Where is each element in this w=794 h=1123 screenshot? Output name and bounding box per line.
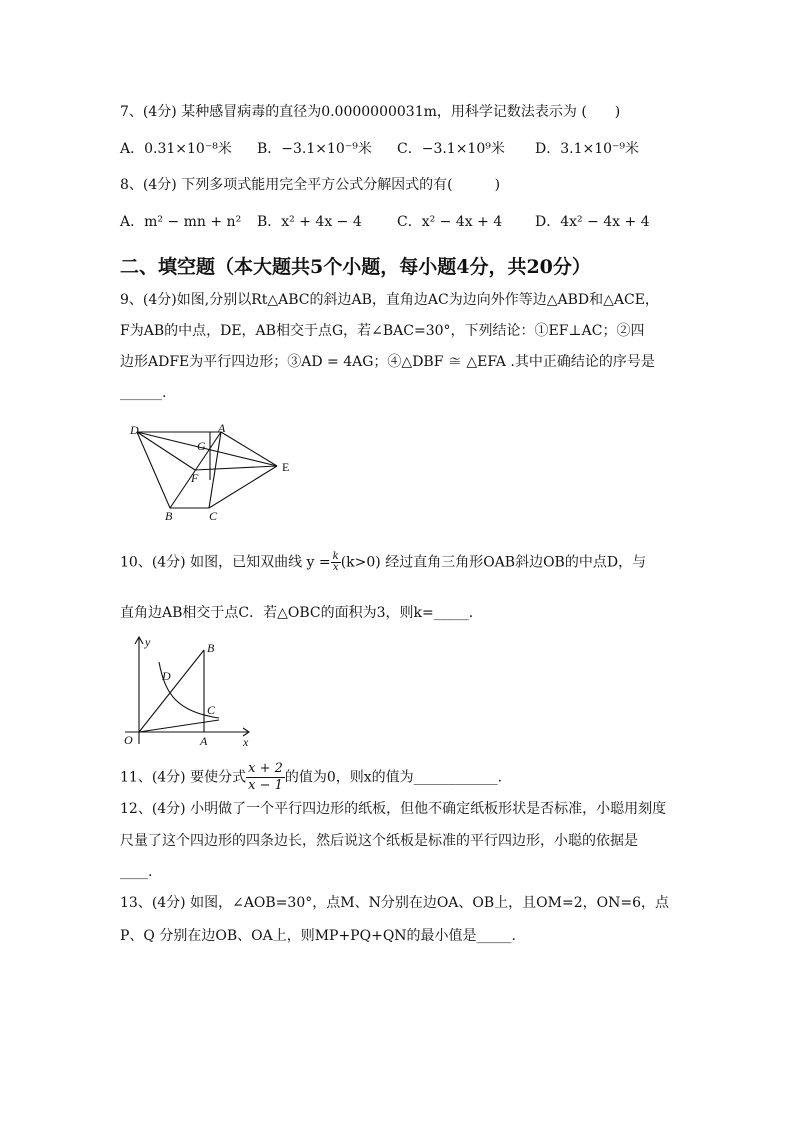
- q8-option-c: C．x² − 4x + 4: [397, 214, 503, 230]
- label-e: E: [282, 460, 290, 474]
- q8-option-a: A．m² − mn + n²: [120, 214, 242, 230]
- figure-hyperbola: [115, 632, 260, 752]
- edge-ae: [221, 432, 277, 466]
- q11-pre: 11、(4分) 要使分式: [120, 769, 247, 786]
- axis-label-y: y: [145, 635, 151, 649]
- edge-ce: [209, 466, 277, 508]
- label-c: C: [207, 703, 216, 717]
- label-d: D: [162, 669, 171, 683]
- q7-option-c: C．−3.1×10⁹米: [397, 141, 505, 157]
- q7-option-b: B．−3.1×10⁻⁹米: [257, 141, 372, 157]
- axis-label-x: x: [243, 735, 249, 749]
- q7-option-d: D．3.1×10⁻⁹米: [535, 141, 640, 157]
- q13-line-1: 13、(4分) 如图，∠AOB=30°，点M、N分别在边OA、OB上，且OM=2，ON=6，点: [120, 895, 669, 911]
- label-a: A: [200, 734, 208, 748]
- q8-stem: 8、(4分) 下列多项式能用完全平方公式分解因式的有( ): [120, 177, 501, 193]
- q8-option-d: D．4x² − 4x + 4: [535, 214, 650, 230]
- section-heading: 二、填空题（本大题共5个小题，每小题4分，共20分）: [120, 256, 591, 278]
- label-d: D: [130, 423, 139, 437]
- q10-line-2: 直角边AB相交于点C．若△OBC的面积为3，则k=_____.: [120, 605, 474, 621]
- q10-pre: 10、(4分) 如图，已知双曲线 y =: [120, 554, 331, 571]
- edge-fe: [195, 466, 277, 470]
- label-b: B: [165, 509, 173, 523]
- label-f: F: [191, 471, 199, 485]
- q11-frac-num: x + 2: [248, 761, 283, 776]
- segment-ob: [139, 650, 204, 732]
- q10-frac-den: x: [332, 562, 339, 573]
- q10-post: (k>0) 经过直角三角形OAB斜边OB的中点D，与: [340, 554, 647, 571]
- edge-de: [137, 432, 277, 466]
- q10-line-1: [120, 552, 646, 573]
- figure-equilateral-triangles: [125, 420, 300, 525]
- q11-line: [120, 761, 502, 794]
- q9-line-2: F为AB的中点，DE，AB相交于点G，若∠BAC=30°，下列结论：①EF⊥AC；②四: [120, 323, 645, 339]
- label-b: B: [207, 641, 215, 655]
- segment-oc: [139, 720, 219, 732]
- label-a: A: [218, 421, 226, 435]
- edge-ac: [209, 432, 221, 508]
- q12-line-2: 尺量了这个四边形的四条边长，然后说这个纸板是标准的平行四边形，小聪的依据是: [120, 833, 638, 849]
- q7-option-a: A．0.31×10⁻⁸米: [120, 141, 232, 157]
- q7-stem: 7、(4分) 某种感冒病毒的直径为0.0000000031m，用科学记数法表示为 ( ): [120, 104, 621, 120]
- q9-line-3: 边形ADFE为平行四边形；③AD = 4AG；④△DBF ≅ △EFA .其中正确结论的序号是: [120, 354, 655, 370]
- label-o: O: [124, 733, 133, 747]
- label-g: G: [197, 439, 206, 453]
- q10-frac-num: k: [332, 551, 339, 562]
- q11-post: 的值为0，则x的值为____________.: [284, 769, 503, 786]
- q13-line-2: P、Q 分别在边OB、OA上，则MP+PQ+QN的最小值是_____.: [120, 928, 516, 944]
- q12-line-1: 12、(4分) 小明做了一个平行四边形的纸板，但他不确定纸板形状是否标准，小聪用刻度: [120, 801, 667, 817]
- q11-frac-den: x − 1: [248, 778, 283, 793]
- q10-fraction: [331, 552, 341, 573]
- q9-line-1: 9、(4分)如图,分别以Rt△ABC的斜边AB，直角边AC为边向外作等边△ABD和△ACE，: [120, 292, 659, 308]
- q11-fraction: [246, 761, 285, 794]
- q9-line-4: ______.: [120, 385, 167, 401]
- q12-line-3: ____.: [120, 864, 153, 880]
- q8-option-b: B．x² + 4x − 4: [257, 214, 362, 230]
- label-c: C: [209, 509, 218, 523]
